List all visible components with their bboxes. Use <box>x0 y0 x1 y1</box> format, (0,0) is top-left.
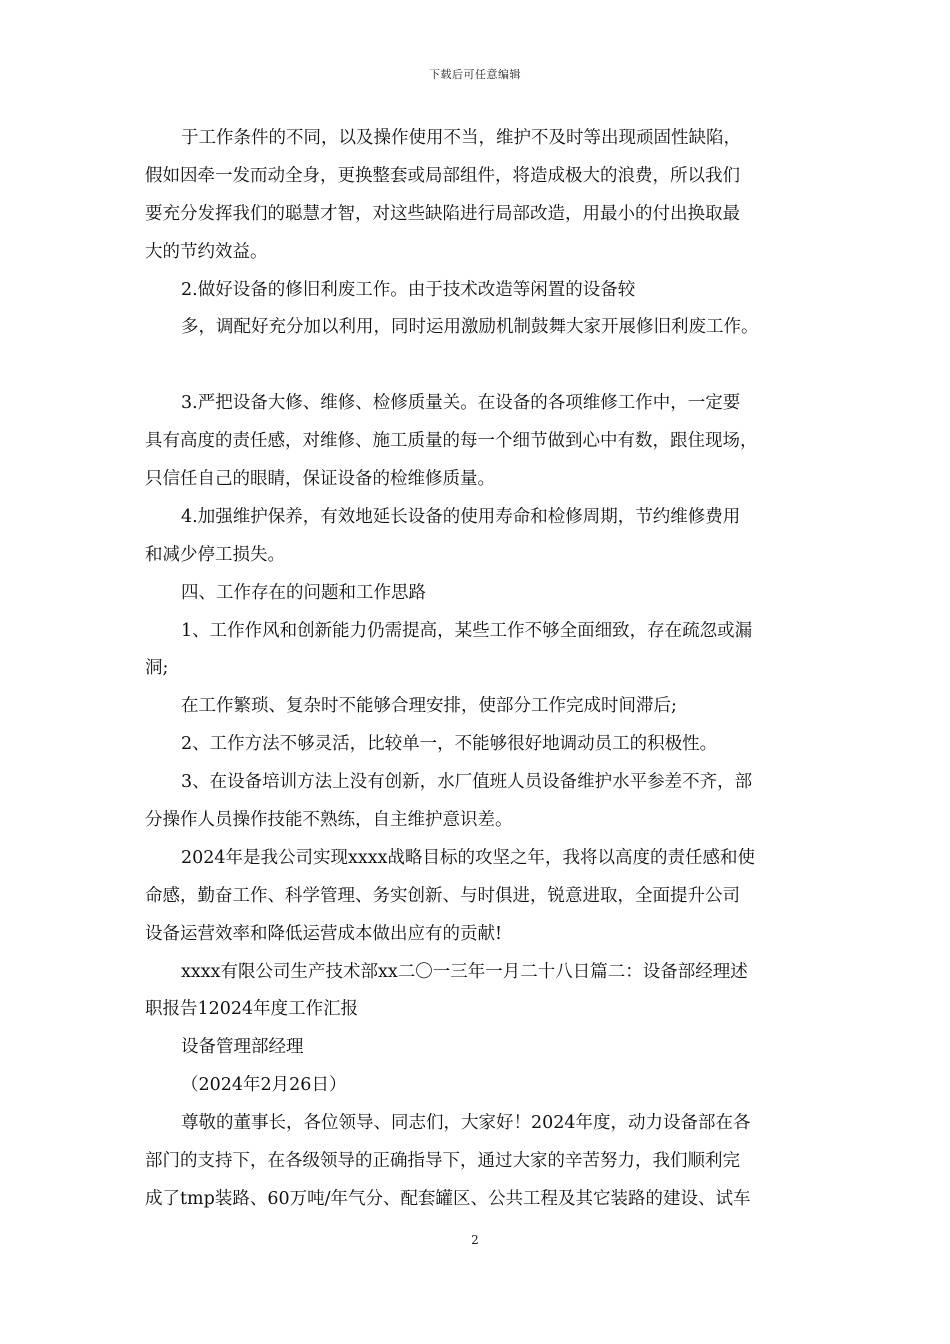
text-line: 1、工作作风和创新能力仍需提高，某些工作不够全面细致，存在疏忽或漏 <box>181 620 753 641</box>
text-line: 只信任自己的眼睛，保证设备的检维修质量。 <box>145 469 495 490</box>
text-line: 要充分发挥我们的聪慧才智，对这些缺陷进行局部改造，用最小的付出换取最 <box>145 203 740 224</box>
page-header: 下载后可任意编辑 <box>429 68 521 81</box>
text-line: 和减少停工损失。 <box>145 544 285 565</box>
text-line: 四、工作存在的问题和工作思路 <box>181 582 426 603</box>
text-line: 假如因牵一发而动全身，更换整套或局部组件，将造成极大的浪费，所以我们 <box>145 165 740 186</box>
text-line: 设备运营效率和降低运营成本做出应有的贡献! <box>145 923 503 944</box>
text-line: 分操作人员操作技能不熟练，自主维护意识差。 <box>145 810 513 831</box>
text-line: 在工作繁琐、复杂时不能够合理安排，使部分工作完成时间滞后; <box>181 696 677 717</box>
text-line: 洞; <box>145 658 169 679</box>
text-line: 2024年是我公司实现xxxx战略目标的攻坚之年，我将以高度的责任感和使 <box>181 847 756 868</box>
text-line: 设备管理部经理 <box>181 1037 304 1058</box>
text-line: 成了tmp装路、60万吨/年气分、配套罐区、公共工程及其它装路的建设、试车 <box>145 1188 751 1209</box>
text-line: 于工作条件的不同，以及操作使用不当，维护不及时等出现顽固性缺陷， <box>181 128 741 148</box>
text-line: 尊敬的董事长，各位领导、同志们，大家好！2024年度，动力设备部在各 <box>181 1113 751 1134</box>
text-line: 职报告12024年度工作汇报 <box>145 999 359 1020</box>
text-line: 部门的支持下，在各级领导的正确指导下，通过大家的辛苦努力，我们顺利完 <box>145 1151 740 1172</box>
text-line: 2、工作方法不够灵活，比较单一，不能够很好地调动员工的积极性。 <box>181 734 718 755</box>
text-line: 大的节约效益。 <box>145 241 268 262</box>
page-number: 2 <box>471 1233 479 1247</box>
blank-line <box>145 347 810 385</box>
text-line: 多，调配好充分加以利用，同时运用激励机制鼓舞大家开展修旧利废工作。 <box>181 317 759 338</box>
text-line: 2.做好设备的修旧利废工作。由于技术改造等闲置的设备较 <box>181 279 636 300</box>
document-body <box>145 120 810 1219</box>
text-line: （2024年2月26日） <box>181 1075 347 1096</box>
text-line: 具有高度的责任感，对维修、施工质量的每一个细节做到心中有数，跟住现场， <box>145 431 758 452</box>
text-line: xxxx有限公司生产技术部xx二〇一三年一月二十八日篇二：设备部经理述 <box>181 961 748 982</box>
text-line: 3、在设备培训方法上没有创新，水厂值班人员设备维护水平参差不齐，部 <box>181 772 753 793</box>
text-line: 4.加强维护保养，有效地延长设备的使用寿命和检修周期，节约维修费用 <box>181 506 741 527</box>
text-line: 命感，勤奋工作、科学管理、务实创新、与时俱进，锐意进取，全面提升公司 <box>145 885 740 906</box>
text-line: 3.严把设备大修、维修、检修质量关。在设备的各项维修工作中，一定要 <box>181 393 741 414</box>
